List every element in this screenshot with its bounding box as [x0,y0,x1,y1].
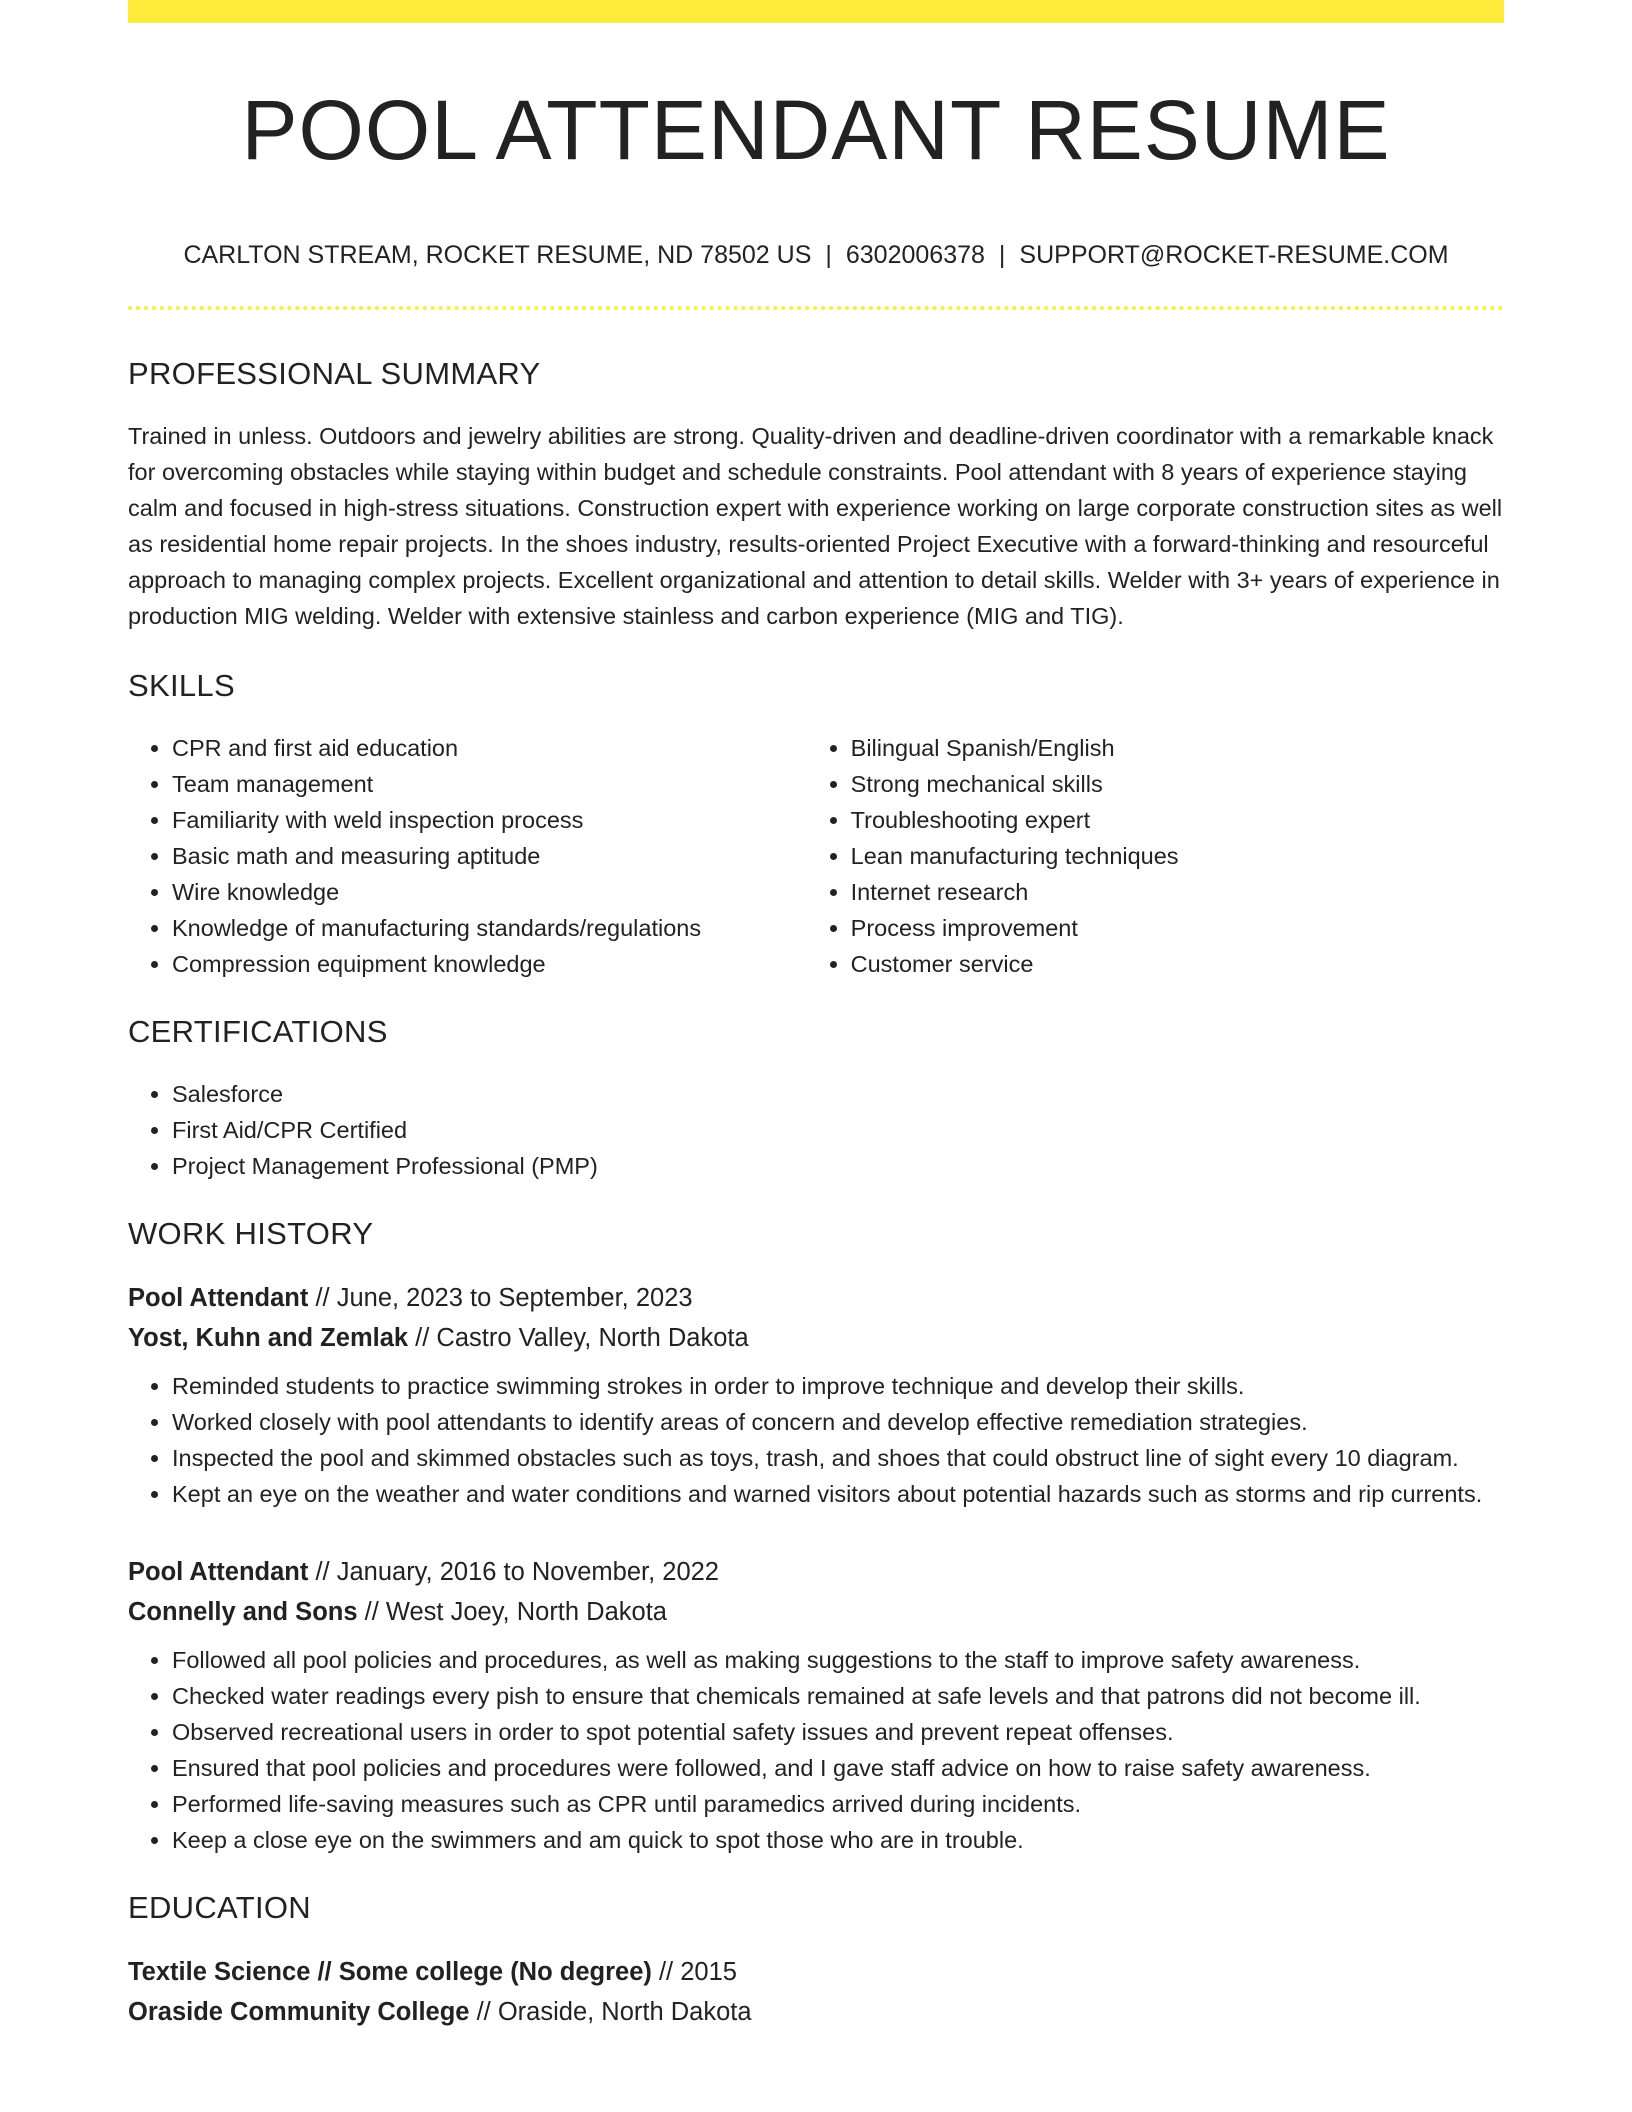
job-title-line [128,1552,1504,1592]
skill-item: • Compression equipment knowledge [172,946,807,982]
skill-item: • Troubleshooting expert [851,802,1504,838]
skill-item: • Familiarity with weld inspection process [172,802,807,838]
skill-item: • Team management [172,766,807,802]
contact-separator: | [998,241,1006,269]
skills-left-list [128,730,807,982]
skill-item: • Basic math and measuring aptitude [172,838,807,874]
certifications-heading: CERTIFICATIONS [128,1014,388,1049]
skill-item: • Bilingual Spanish/English [851,730,1504,766]
job-bullets [128,1368,1504,1512]
work-history-section [128,1212,1504,1858]
certification-item: • First Aid/CPR Certified [172,1112,1504,1148]
job-entry [128,1278,1504,1512]
job-dates: // June, 2023 to September, 2023 [308,1284,693,1312]
job-title-line [128,1278,1504,1318]
job-company: Yost, Kuhn and Zemlak [128,1324,409,1352]
education-school-line [128,1992,1504,2032]
skills-heading: SKILLS [128,668,235,703]
job-title: Pool Attendant [128,1284,309,1312]
job-title: Pool Attendant [128,1558,309,1586]
job-company-line [128,1318,1504,1358]
job-entry [128,1552,1504,1858]
certifications-section [128,1010,1504,1184]
job-bullet: • Ensured that pool policies and procedures were followed, and I gave staff advice on how to raise safety awareness. [172,1750,1504,1786]
job-location: // Castro Valley, North Dakota [408,1324,749,1352]
job-bullet: • Followed all pool policies and procedures, as well as making suggestions to the staff to improve safety awareness. [172,1642,1504,1678]
contact-line [128,238,1504,272]
education-location: // Oraside, North Dakota [469,1998,752,2026]
accent-top-bar [128,0,1504,23]
certification-item: • Salesforce [172,1076,1504,1112]
skill-item: • Wire knowledge [172,874,807,910]
work-history-heading: WORK HISTORY [128,1216,374,1251]
dotted-divider [128,306,1504,310]
contact-address: CARLTON STREAM, ROCKET RESUME, ND 78502 US [183,241,812,269]
skill-item: • CPR and first aid education [172,730,807,766]
education-section [128,1886,1504,2032]
job-bullet: • Checked water readings every pish to ensure that chemicals remained at safe levels and that patrons did not become ill. [172,1678,1504,1714]
education-year: // 2015 [651,1958,737,1986]
skill-item: • Strong mechanical skills [851,766,1504,802]
education-school: Oraside Community College [128,1998,470,2026]
job-location: // West Joey, North Dakota [357,1598,667,1626]
skills-columns [128,730,1504,982]
skills-right-list [807,730,1504,982]
contact-email: SUPPORT@ROCKET-RESUME.COM [1019,241,1449,269]
education-degree-line [128,1952,1504,1992]
skill-item: • Customer service [851,946,1504,982]
education-degree: Textile Science // Some college (No degree) [128,1958,652,1986]
job-bullet: • Worked closely with pool attendants to identify areas of concern and develop effective remediation strategies. [172,1404,1504,1440]
job-bullet: • Kept an eye on the weather and water conditions and warned visitors about potential hazards such as storms and rip currents. [172,1476,1504,1512]
skill-item: • Lean manufacturing techniques [851,838,1504,874]
skill-item: • Internet research [851,874,1504,910]
certifications-list [128,1076,1504,1184]
job-bullet: • Inspected the pool and skimmed obstacles such as toys, trash, and shoes that could obstruct line of sight every 10 diagram. [172,1440,1504,1476]
job-bullet: • Observed recreational users in order to spot potential safety issues and prevent repeat offenses. [172,1714,1504,1750]
job-bullet: • Reminded students to practice swimming strokes in order to improve technique and develop their skills. [172,1368,1504,1404]
contact-phone: 6302006378 [845,241,985,269]
skills-section [128,664,1504,982]
job-dates: // January, 2016 to November, 2022 [308,1558,719,1586]
resume-content [128,352,1504,2032]
certification-item: • Project Management Professional (PMP) [172,1148,1504,1184]
job-company-line [128,1592,1504,1632]
job-bullets [128,1642,1504,1858]
skill-item: • Process improvement [851,910,1504,946]
job-bullet: • Performed life-saving measures such as CPR until paramedics arrived during incidents. [172,1786,1504,1822]
job-company: Connelly and Sons [128,1598,358,1626]
summary-section [128,352,1504,634]
resume-page [128,0,1504,2026]
summary-text: Trained in unless. Outdoors and jewelry abilities are strong. Quality-driven and deadline-driven coordinator with a remarkable knack for overcoming obstacles while staying within budget and schedule constraints. Pool attendant with 8 years of experience staying calm and focused in high-stress situations. Construction expert with experience working on large corporate construction sites as well as residential home repair projects. In the shoes industry, results-oriented Project Executive with a forward-thinking and resourceful approach to managing complex projects. Excellent organizational and attention to detail skills. Welder with 3+ years of experience in production MIG welding. Welder with extensive stainless and carbon experience (MIG and TIG). [128,423,1503,629]
contact-separator: | [825,241,832,269]
job-bullet: • Keep a close eye on the swimmers and am quick to spot those who are in trouble. [172,1822,1504,1858]
page-title: POOL ATTENDANT RESUME [241,83,1391,177]
education-heading: EDUCATION [128,1890,311,1925]
summary-heading: PROFESSIONAL SUMMARY [128,356,541,391]
skill-item: • Knowledge of manufacturing standards/regulations [172,910,807,946]
